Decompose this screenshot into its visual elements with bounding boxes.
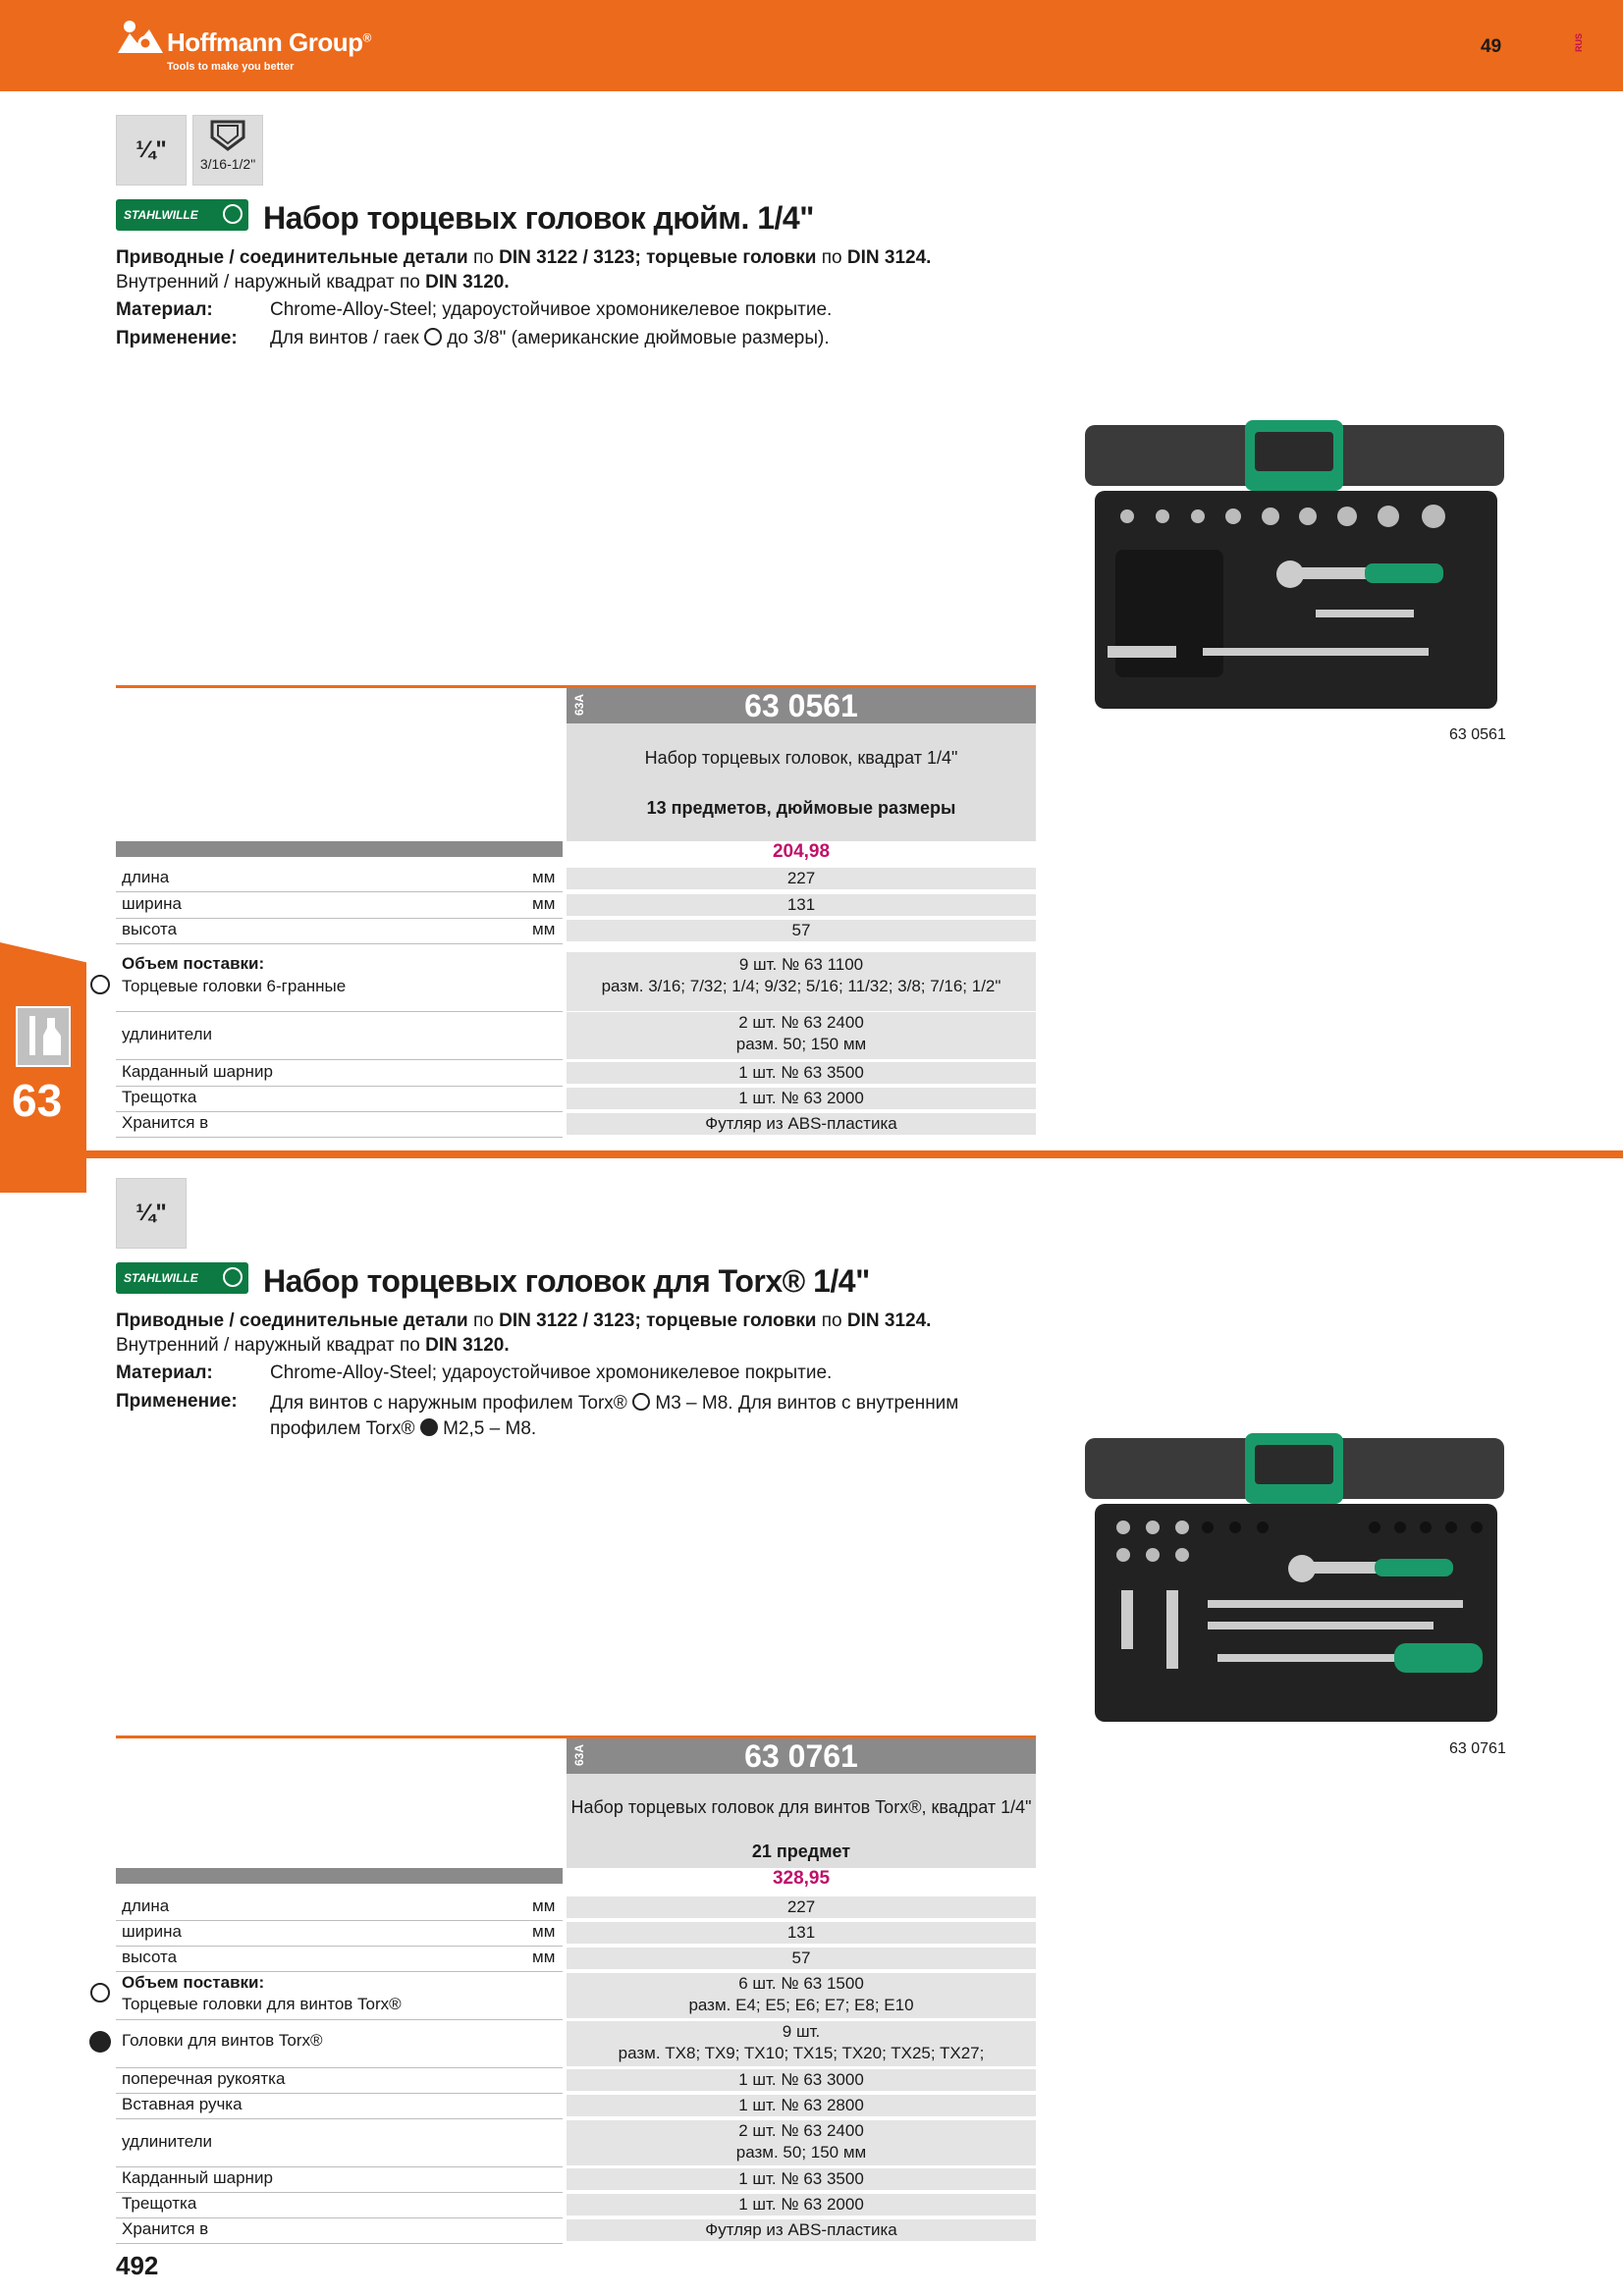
section1-title: Набор торцевых головок дюйм. 1/4": [263, 200, 814, 236]
stahlwille-logo: [116, 199, 248, 231]
divider: [116, 1971, 563, 1972]
socket-hex-icon: [206, 120, 249, 153]
divider: [116, 1111, 563, 1112]
size-range-label: 3/16-1/2": [199, 156, 256, 172]
material-value: Chrome-Alloy-Steel; удароустойчивое хромоникелевое покрытие.: [270, 1362, 833, 1383]
brand-tagline: Tools to make you better: [167, 61, 295, 73]
drive-size-badge: ¼": [116, 115, 187, 186]
divider: [116, 1059, 563, 1060]
stahlwille-emblem-icon: [223, 204, 243, 224]
stahlwille-logo-text: STAHLWILLE: [124, 1271, 198, 1285]
material-label: Материал:: [116, 299, 213, 320]
table2-value-torx-bits: 9 шт. разм. TX8; TX9; TX10; TX15; TX20; TX25; TX27;: [567, 2021, 1036, 2066]
image-caption-63-0761: 63 0761: [1449, 1740, 1506, 1757]
table2-description: Набор торцевых головок для винтов Torx®, квадрат 1/4" 21 предмет: [567, 1774, 1036, 1868]
usage-label: Применение:: [116, 1391, 238, 1412]
divider: [116, 891, 563, 892]
table1-description: Набор торцевых головок, квадрат 1/4" 13 предметов, дюймовые размеры: [567, 723, 1036, 841]
table1-value-width: 131: [567, 894, 1036, 916]
table1-value-storage: Футляр из ABS-пластика: [567, 1113, 1036, 1135]
torx-external-icon: [632, 1393, 650, 1411]
divider: [116, 2243, 563, 2244]
usage-label: Применение:: [116, 328, 238, 348]
divider: [116, 2166, 563, 2167]
divider: [116, 2217, 563, 2218]
section2-title: Набор торцевых головок для Torx® 1/4": [263, 1263, 870, 1299]
divider: [116, 918, 563, 919]
table2-grey-rule: [116, 1868, 563, 1884]
divider: [116, 2093, 563, 2094]
table1-value-ratchet: 1 шт. № 63 2000: [567, 1088, 1036, 1109]
table2-value-storage: Футляр из ABS-пластика: [567, 2219, 1036, 2241]
divider: [116, 2118, 563, 2119]
stahlwille-emblem-icon: [223, 1267, 243, 1287]
table2-code: 63A: [572, 1744, 586, 1767]
chapter-number: 63: [12, 1075, 63, 1126]
table1-value-height: 57: [567, 920, 1036, 941]
table1-price: 204,98: [772, 841, 831, 862]
product-image-63-0561: [1080, 420, 1509, 715]
table2-value-extensions: 2 шт. № 63 2400 разм. 50; 150 мм: [567, 2120, 1036, 2165]
divider: [116, 1086, 563, 1087]
table2-value-ujoint: 1 шт. № 63 3500: [567, 2168, 1036, 2190]
table1-article-number: 63A 63 0561: [567, 688, 1036, 723]
table2-value-width: 131: [567, 1922, 1036, 1944]
brand-name: Hoffmann Group®: [167, 27, 371, 57]
drive-size-badge: ¼": [116, 1178, 187, 1249]
divider: [116, 1920, 563, 1921]
table2-value-tbar: 1 шт. № 63 3000: [567, 2069, 1036, 2091]
language-code: RUS: [1574, 33, 1584, 53]
page-number-bottom: 492: [116, 2251, 159, 2280]
image-caption-63-0561: 63 0561: [1449, 726, 1506, 743]
usage-value: Для винтов с наружным профилем Torx® M3 – M8. Для винтов с внутренним профилем Torx® M2,5 – M8.: [270, 1393, 959, 1439]
table1-value-ujoint: 1 шт. № 63 3500: [567, 1062, 1036, 1084]
divider: [116, 2192, 563, 2193]
table1-code: 63A: [572, 694, 586, 717]
hex-socket-icon: [424, 328, 442, 346]
material-value: Chrome-Alloy-Steel; удароустойчивое хромоникелевое покрытие.: [270, 299, 833, 320]
table1-value-sockets: 9 шт. № 63 1100 разм. 3/16; 7/32; 1/4; 9/32; 5/16; 11/32; 3/8; 7/16; 1/2": [567, 952, 1036, 1011]
stahlwille-logo: [116, 1262, 248, 1294]
divider: [116, 2019, 563, 2020]
table1-grey-rule: [116, 841, 563, 857]
stahlwille-logo-text: STAHLWILLE: [124, 208, 198, 222]
table2-price: 328,95: [772, 1868, 831, 1889]
table2-value-height: 57: [567, 1948, 1036, 1969]
table2-value-torx-sockets: 6 шт. № 63 1500 разм. E4; E5; E6; E7; E8; E10: [567, 1973, 1036, 2018]
material-label: Материал:: [116, 1362, 213, 1383]
torx-external-icon: [90, 1983, 110, 2002]
page-number-top: 49: [1481, 36, 1502, 57]
table2-value-ratchet: 1 шт. № 63 2000: [567, 2194, 1036, 2216]
table2-article-number: 63A 63 0761: [567, 1738, 1036, 1774]
section1-description: Приводные / соединительные детали по DIN 3122 / 3123; торцевые головки по DIN 3124. Внутренний / наружный квадрат по DIN 3120.: [116, 247, 932, 293]
divider: [116, 1137, 563, 1138]
torx-internal-icon: [420, 1418, 438, 1436]
size-range-badge: [192, 115, 263, 186]
torx-internal-icon: [89, 2031, 111, 2053]
section-divider: [0, 1150, 1623, 1158]
table1-value-length: 227: [567, 868, 1036, 889]
divider: [116, 1946, 563, 1947]
table1-value-extensions: 2 шт. № 63 2400 разм. 50; 150 мм: [567, 1012, 1036, 1059]
usage-value: Для винтов / гаек до 3/8" (американские дюймовые размеры).: [270, 328, 830, 348]
hex-socket-icon: [90, 975, 110, 994]
divider: [116, 1011, 563, 1012]
table2-value-handle: 1 шт. № 63 2800: [567, 2095, 1036, 2116]
divider: [116, 2067, 563, 2068]
product-image-63-0761: [1080, 1433, 1509, 1728]
table2-value-length: 227: [567, 1896, 1036, 1918]
divider: [116, 943, 563, 944]
tools-icon: [16, 1006, 71, 1067]
section2-description: Приводные / соединительные детали по DIN 3122 / 3123; торцевые головки по DIN 3124. Внутренний / наружный квадрат по DIN 3120.: [116, 1310, 932, 1356]
hoffmann-logo-icon: [116, 18, 165, 55]
